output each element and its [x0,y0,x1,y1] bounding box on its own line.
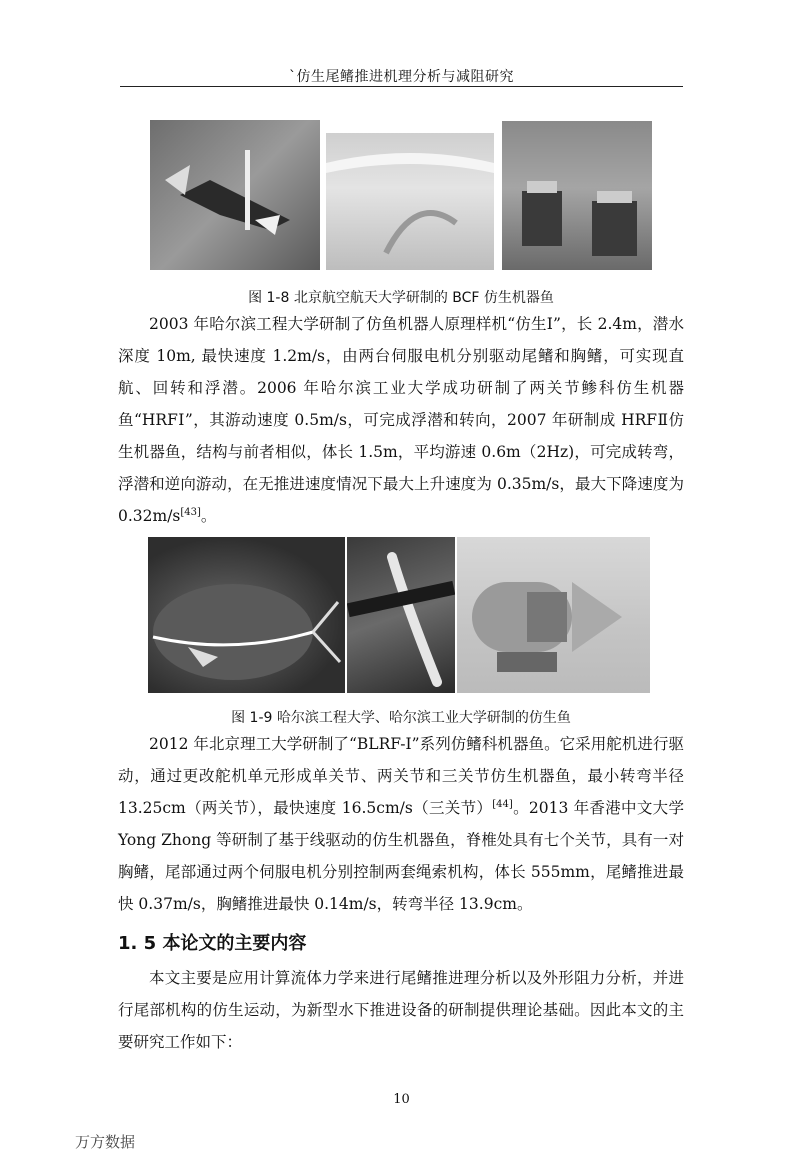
twin-robot-sketch [502,121,652,270]
section-title: 本论文的主要内容 [162,933,307,954]
hrf-robot-fish-sketch [148,537,345,693]
citation-43: [43] [180,506,201,518]
watermark: 万方数据 [75,1133,136,1151]
citation-44: [44] [492,798,513,810]
water-surface-sketch [326,133,494,270]
running-header: `仿生尾鳍推进机理分析与减阻研究 [289,69,514,85]
paragraph-1-text: 2003 年哈尔滨工程大学研制了仿鱼机器人原理样机“仿生Ⅰ”，长 2.4m，潜水深度 10m, 最快速度 1.2m/s，由两台伺服电机分别驱动尾鳍和胸鳍，可实现直航、回转和浮潜。2006 年哈尔滨工业大学成功研制了两关节鲹科仿生机器鱼“HRFⅠ”，其游动速度 0.5m/s，可完成浮潜和转向，2007 年研制成 HRFⅡ仿生机器鱼，结构与前者相似，体长 1.5m，平均游速 0.6m（2Hz)，可完成转弯，浮潜和逆向游动，在无推进速度情况下最大上升速度为 0.35m/s，最大下降速度为 0.32m/s [118,315,684,525]
paragraph-2-text-b: 。2013 年香港中文大学 Yong Zhong 等研制了基于线驱动的仿生机器鱼，脊椎处具有七个关节，具有一对胸鳍，尾部通过两个伺服电机分别控制两套绳索机构，体长 555mm，尾鳍推进最快 0.37m/s，胸鳍推进最快 0.14m/s，转弯半径 13.9cm。 [118,799,685,913]
paragraph-1-end: 。 [200,507,217,525]
paragraph-3-text: 本文主要是应用计算流体力学来进行尾鳍推进理分析以及外形阻力分析，并进行尾部机构的仿生运动，为新型水下推进设备的研制提供理论基础。因此本文的主要研究工作如下： [118,969,684,1051]
figure-1-8-photo-left [150,120,320,270]
figure-1-9-caption: 图 1-9 哈尔滨工程大学、哈尔滨工业大学研制的仿生鱼 [231,710,571,726]
header-rule [120,86,683,87]
figure-1-9-photo-left [148,537,345,693]
figure-1-9-photo-middle [347,537,455,693]
section-number: 1. 5 [118,933,157,954]
figure-1-8-caption: 图 1-8 北京航空航天大学研制的 BCF 仿生机器鱼 [248,290,554,306]
figure-1-8-photo-middle [326,133,494,270]
section-heading [118,929,306,955]
robot-fish-sketch [150,120,320,270]
paragraph-2-text-a: 2012 年北京理工大学研制了“BLRF-I”系列仿鳍科机器鱼。它采用舵机进行驱动，通过更改舵机单元形成单关节、两关节和三关节仿生机器鱼，最小转弯半径 13.25cm（两关节），最快速度 16.5cm/s（三关节） [118,735,684,817]
slender-robot-fish-sketch [347,537,455,693]
paragraph-2 [118,728,684,920]
capsule-robot-sketch [457,537,650,693]
paragraph-3 [118,962,684,1058]
figure-1-9-photo-right [457,537,650,693]
page-number: 10 [393,1092,410,1107]
paragraph-1 [118,308,684,532]
figure-1-8-photo-right [502,121,652,270]
